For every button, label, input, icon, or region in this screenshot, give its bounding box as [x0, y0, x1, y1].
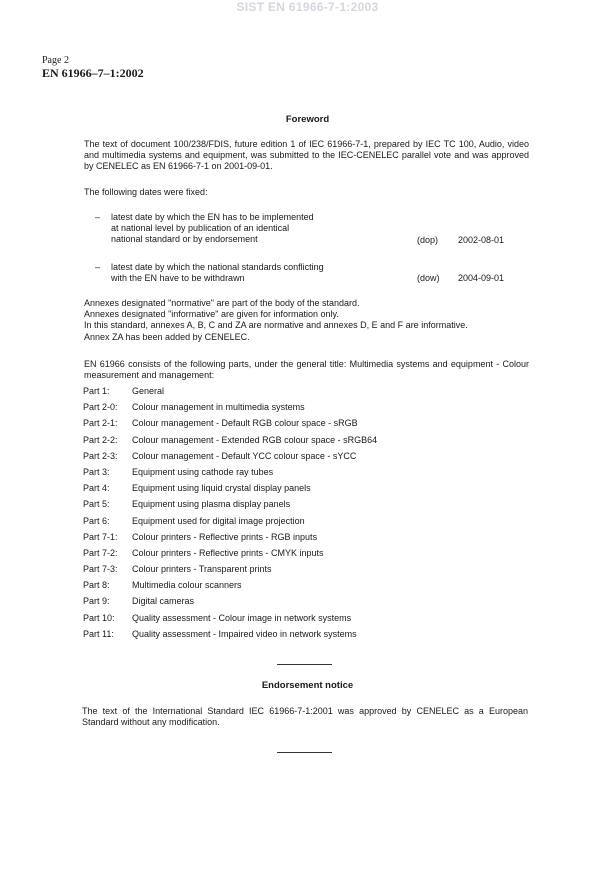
- part-number: Part 9:: [83, 596, 110, 607]
- part-title: Equipment used for digital image projection: [132, 515, 305, 526]
- end-divider: [277, 752, 332, 753]
- date-item-line: at national level by publication of an identical: [111, 223, 290, 234]
- dates-intro: [84, 187, 529, 198]
- part-title: Equipment using plasma display panels: [132, 499, 291, 510]
- part-number: Part 7-3:: [83, 564, 118, 575]
- part-number: Part 11:: [83, 628, 114, 639]
- annex-line: In this standard, annexes A, B, C and ZA are normative and annexes D, E and F are informative.: [84, 320, 468, 331]
- part-number: Part 2-3:: [83, 450, 118, 461]
- foreword-intro: [84, 139, 529, 173]
- standard-number: EN 61966–7–1:2002: [42, 66, 144, 80]
- part-title: Colour management - Extended RGB colour space - sRGB64: [132, 434, 378, 445]
- dates-intro-text: The following dates were fixed:: [84, 187, 208, 197]
- part-title: General: [132, 386, 165, 396]
- part-number: Part 2-2:: [83, 434, 118, 445]
- part-title: Colour printers - Transparent prints: [132, 564, 272, 575]
- date-code: (dow): [417, 273, 440, 283]
- annex-line: Annexes designated "normative" are part of the body of the standard.: [84, 298, 360, 308]
- part-title: Colour printers - Reflective prints - CMYK inputs: [132, 547, 324, 558]
- date-item-line: with the EN have to be withdrawn: [111, 273, 245, 284]
- part-title: Equipment using liquid crystal display panels: [132, 483, 311, 494]
- part-title: Equipment using cathode ray tubes: [132, 466, 274, 477]
- part-number: Part 7-2:: [83, 547, 118, 558]
- date-item-line: national standard or by endorsement: [111, 234, 258, 245]
- date-item-dop: [95, 212, 525, 248]
- part-number: Part 2-1:: [83, 418, 118, 429]
- part-number: Part 10:: [83, 612, 115, 623]
- document-watermark: SIST EN 61966-7-1:2003: [236, 0, 379, 14]
- date-item-line: latest date by which the EN has to be implemented: [111, 212, 314, 222]
- part-title: Colour management - Default RGB colour space - sRGB: [132, 418, 358, 429]
- endorsement-notice: [82, 706, 528, 728]
- part-title: Colour management in multimedia systems: [132, 402, 305, 413]
- part-number: Part 3:: [83, 466, 110, 477]
- date-item-description: [111, 262, 371, 284]
- date-code: (dop): [417, 235, 439, 245]
- annex-line: Annex ZA has been added by CENELEC.: [84, 331, 250, 342]
- parts-intro: [84, 359, 529, 381]
- foreword-heading: Foreword: [285, 114, 330, 125]
- part-number: Part 8:: [83, 580, 110, 591]
- endorsement-text: The text of the International Standard IEC 61966-7-1:2001 was approved by CENELEC as a European Standard without any modification.: [82, 706, 528, 728]
- part-title: Digital cameras: [132, 596, 195, 607]
- part-title: Colour management - Default YCC colour space - sYCC: [132, 450, 357, 461]
- part-title: Quality assessment - Colour image in network systems: [132, 612, 352, 623]
- part-title: Colour printers - Reflective prints - RGB inputs: [132, 531, 318, 542]
- part-title: Quality assessment - Impaired video in network systems: [132, 628, 357, 639]
- part-number: Part 5:: [83, 499, 110, 510]
- annex-notes: [84, 298, 529, 343]
- foreword-intro-text: The text of document 100/238/FDIS, future edition 1 of IEC 61966-7-1, prepared by IEC TC 100, Audio, video and multimedia systems and equipment, was submitted to the IEC-CENELEC parallel vote and was approved by CENELEC as EN 61966-7-1 on 2001-09-01.: [84, 139, 529, 172]
- part-number: Part 2-0:: [83, 402, 118, 413]
- part-title: Multimedia colour scanners: [132, 580, 242, 591]
- date-item-description: [111, 212, 371, 246]
- date-value: 2002-08-01: [458, 235, 505, 245]
- part-number: Part 1:: [83, 386, 110, 396]
- page-number: Page 2: [42, 55, 69, 66]
- date-item-line: latest date by which the national standards conflicting: [111, 262, 324, 272]
- date-item-dow: [95, 262, 525, 286]
- section-divider: [277, 664, 332, 665]
- annex-line: Annexes designated "informative" are given for information only.: [84, 309, 339, 320]
- dash-marker: –: [95, 262, 101, 272]
- endorsement-heading: Endorsement notice: [261, 680, 354, 691]
- part-number: Part 4:: [83, 483, 110, 494]
- parts-intro-text: EN 61966 consists of the following parts, under the general title: Multimedia systems and equipment - Colour measurement and management:: [84, 359, 529, 381]
- part-number: Part 6:: [83, 515, 110, 526]
- dash-marker: –: [95, 212, 101, 222]
- part-number: Part 7-1:: [83, 531, 118, 542]
- date-value: 2004-09-01: [458, 273, 505, 283]
